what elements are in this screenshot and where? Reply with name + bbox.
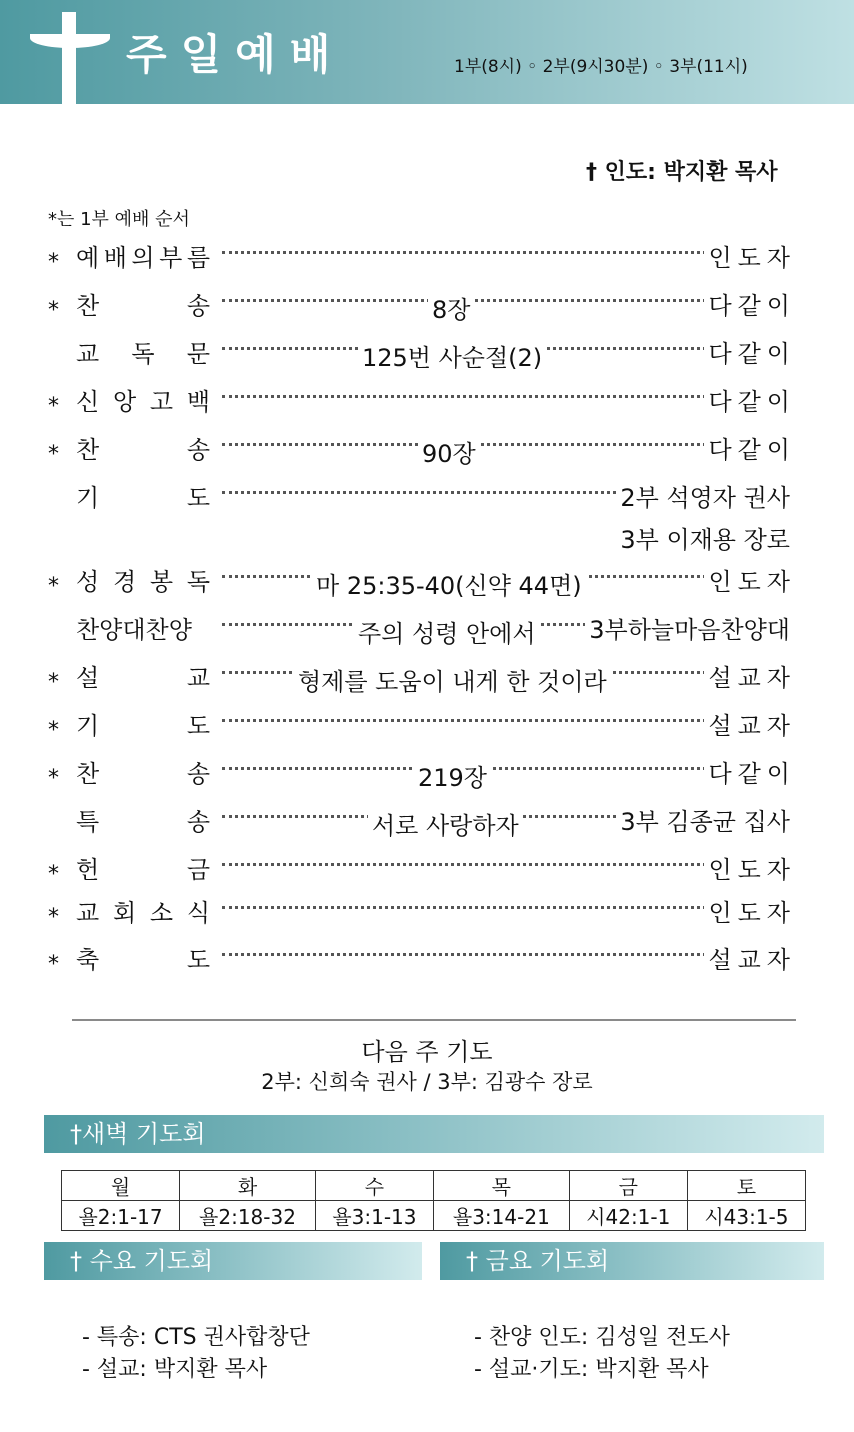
next-week-names: 2부: 신희숙 권사 / 3부: 김광수 장로 <box>261 1070 593 1094</box>
order-row <box>48 802 790 842</box>
order-item-name <box>76 658 210 693</box>
order-item-name-part: 름 <box>186 244 210 272</box>
order-item-name-part: 송 <box>186 808 210 836</box>
order-star: * <box>48 905 59 930</box>
order-item-person: 다같이 <box>704 382 796 417</box>
order-item-name-part: 소 <box>149 899 174 927</box>
order-row <box>48 940 796 980</box>
order-star: * <box>48 670 59 695</box>
order-item-person: 3부 김종균 집사 <box>616 802 790 837</box>
order-item-detail: 형제를 도움이 내게 한 것이라 <box>294 662 611 697</box>
order-item-person: 인도자 <box>704 850 796 885</box>
order-row <box>48 334 796 374</box>
dawn-prayer-label: †새벽 기도회 <box>70 1120 206 1148</box>
day-header-cell: 목 <box>433 1171 569 1201</box>
order-item-name-part: 금 <box>186 856 210 884</box>
order-star: * <box>48 250 59 275</box>
order-item-name <box>76 334 210 369</box>
order-star: * <box>48 718 59 743</box>
reading-cell: 욜2:18-32 <box>180 1201 316 1231</box>
order-item-name-part: 찬양대찬양 <box>76 616 192 644</box>
order-item-name-part: 신 <box>76 388 100 416</box>
friday-prayer-label: † 금요 기도회 <box>466 1247 610 1275</box>
order-row-continued <box>48 520 790 560</box>
order-star: * <box>48 952 59 977</box>
order-item-name-part: 도 <box>186 946 210 974</box>
order-item-name-part: 송 <box>186 760 210 788</box>
order-item-name-part: 설 <box>76 664 100 692</box>
order-row <box>48 658 796 698</box>
order-item-detail: 90장 <box>418 434 480 469</box>
order-item-name-part: 송 <box>186 292 210 320</box>
order-item-person: 3부 이재용 장로 <box>616 520 790 555</box>
order-row <box>48 238 796 278</box>
dawn-schedule-table <box>61 1170 806 1231</box>
order-item-name-part: 고 <box>149 388 174 416</box>
order-item-person: 3부하늘마음찬양대 <box>585 610 790 645</box>
order-star: * <box>48 298 59 323</box>
reading-cell: 욜3:1-13 <box>315 1201 433 1231</box>
order-item-detail: 125번 사순절(2) <box>358 338 546 373</box>
order-item-name-part: 앙 <box>112 388 137 416</box>
day-header-cell: 금 <box>569 1171 687 1201</box>
order-item-name <box>76 430 210 465</box>
order-item-name <box>76 286 210 321</box>
order-item-name-part: 교 <box>76 899 100 927</box>
wednesday-prayer-label: † 수요 기도회 <box>70 1247 214 1275</box>
header-banner <box>0 0 854 104</box>
list-item: - 찬양 인도: 김성일 전도사 <box>474 1325 730 1350</box>
order-item-detail: 서로 사랑하자 <box>368 806 523 841</box>
order-item-detail: 8장 <box>428 290 474 325</box>
order-item-name <box>76 478 210 513</box>
order-row <box>48 850 796 890</box>
order-item-name-part: 헌 <box>76 856 100 884</box>
order-row <box>48 706 796 746</box>
day-header-cell: 화 <box>180 1171 316 1201</box>
dawn-prayer-header <box>44 1115 824 1153</box>
table-row <box>62 1201 806 1231</box>
order-row <box>48 430 796 470</box>
order-item-name-part: 식 <box>186 899 210 927</box>
order-item-name-part: 예 <box>76 244 100 272</box>
order-item-name-part: 기 <box>76 484 100 512</box>
order-row <box>48 478 790 518</box>
day-header-cell: 수 <box>315 1171 433 1201</box>
order-star: * <box>48 766 59 791</box>
order-item-person: 인도자 <box>704 238 796 273</box>
order-item-name-part: 도 <box>186 484 210 512</box>
order-item-name-part: 독 <box>186 568 210 596</box>
order-item-detail: 주의 성령 안에서 <box>354 614 540 649</box>
order-item-name-part: 배 <box>103 244 127 272</box>
service-times: 1부(8시) ◦ 2부(9시30분) ◦ 3부(11시) <box>454 57 748 77</box>
reading-cell: 시42:1-1 <box>569 1201 687 1231</box>
list-item: - 설교: 박지환 목사 <box>82 1357 268 1382</box>
friday-prayer-header <box>440 1242 824 1280</box>
order-item-name-part: 의 <box>131 244 155 272</box>
order-item-name <box>76 940 210 975</box>
order-item-name-part: 교 <box>186 664 210 692</box>
order-row <box>48 382 796 422</box>
order-item-name <box>76 382 210 417</box>
wednesday-prayer-header <box>44 1242 422 1280</box>
order-item-person: 인도자 <box>704 562 796 597</box>
order-item-name-part: 백 <box>186 388 210 416</box>
reading-cell: 시43:1-5 <box>687 1201 805 1231</box>
reading-cell: 욜3:14-21 <box>433 1201 569 1231</box>
order-item-name <box>76 802 210 837</box>
day-header-cell: 월 <box>62 1171 180 1201</box>
order-item-detail: 219장 <box>414 758 491 793</box>
order-item-name-part: 성 <box>76 568 100 596</box>
order-item-name-part: 찬 <box>76 760 100 788</box>
next-week-title: 다음 주 기도 <box>361 1038 493 1066</box>
divider <box>72 1019 796 1021</box>
order-note: *는 1부 예배 순서 <box>48 209 190 230</box>
order-item-name <box>76 706 210 741</box>
order-item-person: 다같이 <box>704 286 796 321</box>
order-item-name-part: 찬 <box>76 292 100 320</box>
order-item-person: 인도자 <box>704 893 796 928</box>
friday-details <box>474 1322 730 1386</box>
reading-cell: 욜2:1-17 <box>62 1201 180 1231</box>
page-title: 주일예배 <box>126 30 345 79</box>
order-row <box>48 754 796 794</box>
list-item: - 특송: CTS 권사합창단 <box>82 1325 310 1350</box>
cross-icon-bar <box>30 34 110 48</box>
order-item-name <box>76 893 210 928</box>
order-item-name-part: 독 <box>131 340 155 368</box>
order-row <box>48 893 796 933</box>
order-item-name-part: 찬 <box>76 436 100 464</box>
order-item-name <box>76 610 210 645</box>
day-header-cell: 토 <box>687 1171 805 1201</box>
order-item-person: 설교자 <box>704 940 796 975</box>
order-star: * <box>48 394 59 419</box>
order-item-person: 다같이 <box>704 334 796 369</box>
order-row <box>48 286 796 326</box>
order-item-name-part: 특 <box>76 808 100 836</box>
order-item-name <box>76 238 210 273</box>
order-star: * <box>48 862 59 887</box>
order-item-name <box>76 754 210 789</box>
order-item-name <box>76 850 210 885</box>
order-item-person: 다같이 <box>704 754 796 789</box>
cross-icon <box>62 12 76 104</box>
list-item: - 설교·기도: 박지환 목사 <box>474 1357 709 1382</box>
order-item-name-part: 회 <box>112 899 137 927</box>
order-item-name-part: 송 <box>186 436 210 464</box>
table-row <box>62 1171 806 1201</box>
order-star: * <box>48 442 59 467</box>
order-item-name-part: 교 <box>76 340 100 368</box>
order-item-name-part: 기 <box>76 712 100 740</box>
order-item-person: 2부 석영자 권사 <box>616 478 790 513</box>
order-row <box>48 562 796 602</box>
wednesday-details <box>82 1322 310 1386</box>
order-item-name-part: 부 <box>159 244 183 272</box>
order-item-name-part: 봉 <box>149 568 174 596</box>
order-item-person: 설교자 <box>704 706 796 741</box>
order-item-name-part: 축 <box>76 946 100 974</box>
order-star: * <box>48 574 59 599</box>
worship-leader: † 인도: 박지환 목사 <box>586 160 778 185</box>
order-item-name <box>76 562 210 597</box>
order-item-name-part: 문 <box>186 340 210 368</box>
order-item-detail: 마 25:35-40(신약 44면) <box>312 566 586 601</box>
order-row <box>48 610 790 650</box>
order-item-name-part: 경 <box>112 568 137 596</box>
order-item-person: 다같이 <box>704 430 796 465</box>
order-item-person: 설교자 <box>704 658 796 693</box>
order-item-name-part: 도 <box>186 712 210 740</box>
